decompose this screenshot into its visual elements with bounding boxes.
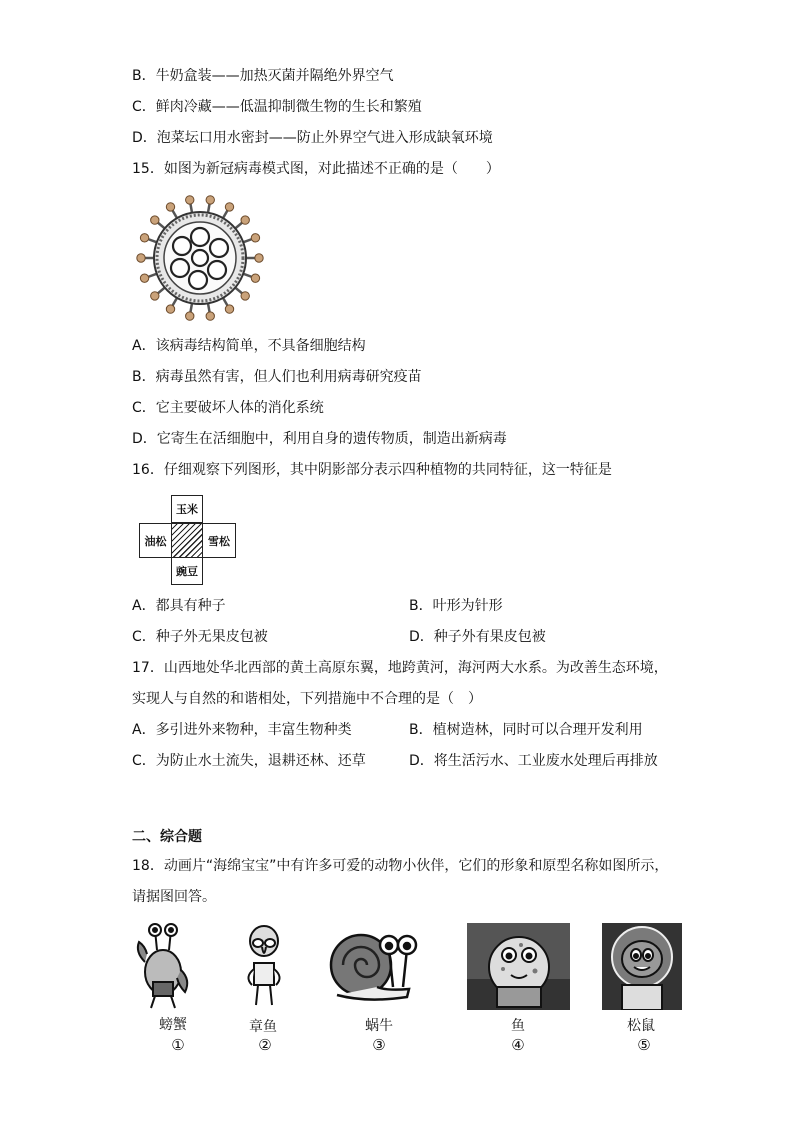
q17-option-c: C．为防止水土流失，退耕还林、还草: [132, 753, 366, 769]
q16-option-b: B．叶形为针形: [409, 598, 503, 614]
q16-stem: 16．仔细观察下列图形，其中阴影部分表示四种植物的共同特征，这一特征是: [132, 462, 612, 478]
virus-spike-head: [225, 203, 233, 211]
virus-spike-head: [151, 216, 159, 224]
virus-spike-head: [166, 305, 174, 313]
crab-cartoon: [133, 922, 193, 1010]
snail-cartoon: [327, 925, 419, 1007]
q17-stem-line1: 17．山西地处华北西部的黄土高原东翼，地跨黄河，海河两大水系。为改善生态环境，: [132, 660, 668, 676]
q16-option-c: C．种子外无果皮包被: [132, 629, 268, 645]
q14-option-c: C．鲜肉冷藏——低温抑制微生物的生长和繁殖: [132, 99, 422, 115]
coronavirus-diagram: [135, 193, 265, 323]
label-cedar: 雪松: [202, 523, 236, 558]
q17-stem-line2: 实现人与自然的和谐相处，下列措施中不合理的是（ ）: [132, 691, 482, 707]
virus-spike-head: [206, 312, 214, 320]
shared-feature-hatched: [171, 523, 203, 558]
q18-stem-line1: 18．动画片“海绵宝宝”中有许多可爱的动物小伙伴，它们的形象和原型名称如图所示，: [132, 858, 669, 874]
number-3: ③: [372, 1036, 386, 1054]
virus-spike-head: [140, 234, 148, 242]
number-1: ①: [171, 1036, 185, 1054]
virus-spike-head: [137, 254, 145, 262]
section-heading: 二、综合题: [132, 829, 202, 845]
virus-spike-head: [251, 234, 259, 242]
label-chinese-pine: 油松: [139, 523, 172, 558]
q15-option-a: A．该病毒结构简单，不具备细胞结构: [132, 338, 366, 354]
virus-spike-head: [241, 292, 249, 300]
q16-option-d: D．种子外有果皮包被: [409, 629, 546, 645]
q17-option-b: B．植树造林，同时可以合理开发利用: [409, 722, 643, 738]
q16-option-a: A．都具有种子: [132, 598, 226, 614]
label-pea: 豌豆: [171, 557, 203, 585]
squirrel-cartoon: [602, 923, 682, 1010]
q15-option-c: C．它主要破坏人体的消化系统: [132, 400, 324, 416]
caption-octopus: 章鱼: [249, 1019, 277, 1035]
label-corn: 玉米: [171, 495, 203, 523]
q15-option-b: B．病毒虽然有害，但人们也利用病毒研究疫苗: [132, 369, 422, 385]
q17-option-d: D．将生活污水、工业废水处理后再排放: [409, 753, 658, 769]
virus-spike-head: [225, 305, 233, 313]
virus-spike-head: [255, 254, 263, 262]
octopus-cartoon: [238, 925, 290, 1010]
virus-spike-head: [186, 312, 194, 320]
virus-spike-head: [251, 274, 259, 282]
virus-spike-head: [186, 196, 194, 204]
virus-spike-head: [166, 203, 174, 211]
caption-snail: 蜗牛: [365, 1018, 393, 1034]
q14-option-d: D．泡菜坛口用水密封——防止外界空气进入形成缺氧环境: [132, 130, 493, 146]
caption-crab: 螃蟹: [159, 1017, 187, 1033]
virus-spike-head: [206, 196, 214, 204]
q14-option-b: B．牛奶盒装——加热灭菌并隔绝外界空气: [132, 68, 394, 84]
caption-fish: 鱼: [511, 1018, 525, 1034]
number-4: ④: [511, 1036, 525, 1054]
virus-spike-head: [140, 274, 148, 282]
q17-option-a: A．多引进外来物种，丰富生物种类: [132, 722, 352, 738]
q15-stem: 15．如图为新冠病毒模式图，对此描述不正确的是（ ）: [132, 161, 500, 177]
q15-option-d: D．它寄生在活细胞中，利用自身的遗传物质，制造出新病毒: [132, 431, 507, 447]
fish-cartoon: [467, 923, 570, 1010]
virus-spike-head: [241, 216, 249, 224]
number-5: ⑤: [637, 1036, 651, 1054]
q18-stem-line2: 请据图回答。: [132, 889, 216, 905]
number-2: ②: [258, 1036, 272, 1054]
caption-squirrel: 松鼠: [627, 1018, 655, 1034]
virus-spike-head: [151, 292, 159, 300]
